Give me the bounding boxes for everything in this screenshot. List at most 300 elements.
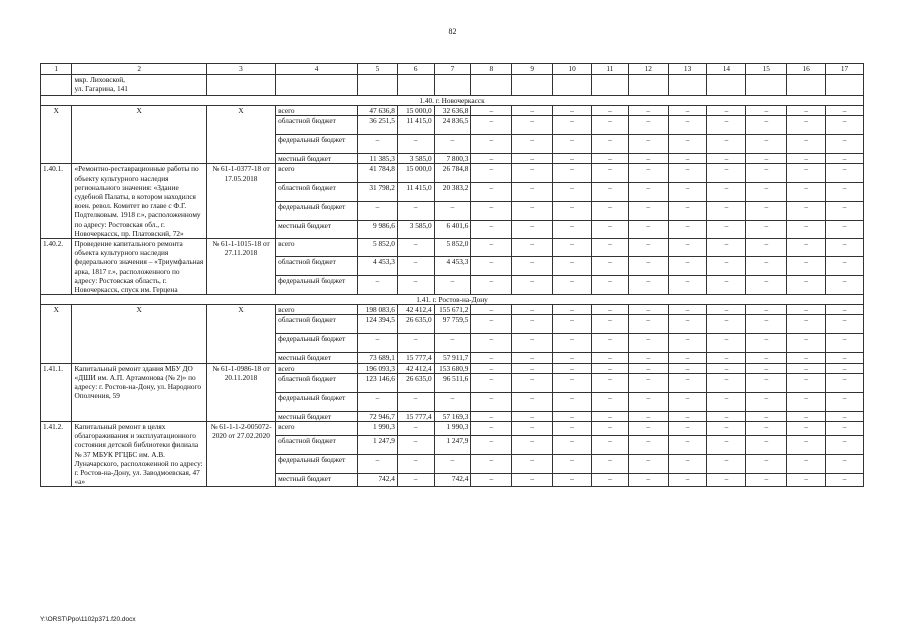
empty-value-cell: – (826, 315, 864, 334)
federal-value-cell: – (397, 392, 434, 411)
local-value-cell: 6 401,6 (434, 220, 471, 238)
empty-value-cell: – (553, 116, 592, 135)
budget-label-cell: местный бюджет (276, 473, 358, 487)
column-header: 11 (592, 64, 629, 75)
item-row (41, 363, 864, 373)
empty-value-cell: – (668, 473, 707, 487)
empty-value-cell: – (471, 257, 512, 276)
empty-value-cell: – (746, 257, 787, 276)
empty-value-cell: – (826, 135, 864, 154)
empty-value-cell: – (512, 334, 553, 353)
regional-value-cell: 1 247,9 (434, 435, 471, 454)
local-value-cell: – (397, 473, 434, 487)
local-value-cell: 57 169,3 (434, 411, 471, 421)
empty-value-cell: – (553, 454, 592, 473)
federal-value-cell: – (397, 454, 434, 473)
empty-value-cell: – (826, 473, 864, 487)
federal-value-cell: – (358, 334, 398, 353)
header-row (41, 64, 864, 75)
item-row (41, 239, 864, 257)
empty-value-cell: – (707, 353, 746, 363)
column-header: 1 (41, 64, 72, 75)
column-header: 6 (397, 64, 434, 75)
regional-value-cell: 24 836,5 (434, 116, 471, 135)
empty-cell (434, 75, 471, 96)
empty-value-cell: – (746, 422, 787, 436)
empty-value-cell: – (512, 239, 553, 257)
empty-value-cell: – (787, 363, 826, 373)
total-value-cell: 47 636,8 (358, 106, 398, 116)
empty-value-cell: – (553, 201, 592, 220)
empty-cell (358, 75, 398, 96)
federal-value-cell: – (397, 201, 434, 220)
budget-label-cell: областной бюджет (276, 435, 358, 454)
column-header: 5 (358, 64, 398, 75)
item-number: 1.40.1. (41, 164, 72, 239)
empty-value-cell: – (668, 392, 707, 411)
empty-value-cell: – (592, 116, 629, 135)
empty-value-cell: – (826, 373, 864, 392)
empty-value-cell: – (628, 435, 668, 454)
empty-value-cell: – (592, 411, 629, 421)
total-value-cell: 198 083,6 (358, 305, 398, 315)
empty-value-cell: – (592, 182, 629, 201)
empty-value-cell: – (668, 182, 707, 201)
empty-value-cell: – (592, 276, 629, 295)
x-mark-cell: Х (206, 305, 275, 363)
empty-cell (628, 75, 668, 96)
federal-value-cell: – (434, 276, 471, 295)
empty-value-cell: – (592, 373, 629, 392)
empty-value-cell: – (628, 276, 668, 295)
federal-value-cell: – (397, 334, 434, 353)
empty-value-cell: – (707, 454, 746, 473)
empty-value-cell: – (668, 276, 707, 295)
regional-value-cell: 124 394,5 (358, 315, 398, 334)
column-header: 7 (434, 64, 471, 75)
empty-value-cell: – (512, 135, 553, 154)
empty-value-cell: – (471, 154, 512, 164)
empty-value-cell: – (668, 353, 707, 363)
x-mark-cell: Х (72, 106, 206, 164)
budget-label-cell: всего (276, 305, 358, 315)
empty-value-cell: – (746, 353, 787, 363)
local-value-cell: 72 946,7 (358, 411, 398, 421)
empty-value-cell: – (668, 239, 707, 257)
column-header: 12 (628, 64, 668, 75)
empty-value-cell: – (787, 182, 826, 201)
empty-value-cell: – (553, 334, 592, 353)
empty-value-cell: – (628, 182, 668, 201)
local-value-cell: 57 911,7 (434, 353, 471, 363)
empty-value-cell: – (668, 422, 707, 436)
empty-value-cell: – (628, 116, 668, 135)
empty-value-cell: – (787, 220, 826, 238)
empty-cell (471, 75, 512, 96)
empty-value-cell: – (553, 154, 592, 164)
empty-value-cell: – (628, 334, 668, 353)
item-row (41, 422, 864, 436)
empty-value-cell: – (553, 422, 592, 436)
empty-value-cell: – (707, 154, 746, 164)
empty-value-cell: – (787, 239, 826, 257)
item-number: 1.41.1. (41, 363, 72, 421)
regional-value-cell: – (397, 435, 434, 454)
x-mark-cell: Х (206, 106, 275, 164)
empty-value-cell: – (787, 334, 826, 353)
item-name: Капитальный ремонт в целях облагораживания и эксплуатационного состояния детской библиотеки филиала № 37 МБУК РГЦБС им. А.В. Луначарского, расположенной по адресу: г. Ростов-на-Дону, ул. Заводмоевская, 47 «а» (72, 422, 206, 487)
empty-cell (397, 75, 434, 96)
empty-value-cell: – (592, 220, 629, 238)
regional-value-cell: 36 251,5 (358, 116, 398, 135)
budget-table (40, 63, 864, 487)
empty-value-cell: – (592, 135, 629, 154)
empty-value-cell: – (787, 276, 826, 295)
empty-value-cell: – (628, 257, 668, 276)
empty-value-cell: – (746, 154, 787, 164)
regional-value-cell: 4 453,3 (434, 257, 471, 276)
empty-value-cell: – (787, 454, 826, 473)
column-header: 8 (471, 64, 512, 75)
budget-label-cell: местный бюджет (276, 353, 358, 363)
budget-label-cell: областной бюджет (276, 373, 358, 392)
item-document: № 61-1-0986-18 от 20.11.2018 (206, 363, 275, 421)
column-header: 17 (826, 64, 864, 75)
x-mark-cell: Х (72, 305, 206, 363)
empty-cell (206, 75, 275, 96)
local-value-cell: 3 585,0 (397, 220, 434, 238)
empty-value-cell: – (707, 363, 746, 373)
empty-value-cell: – (512, 435, 553, 454)
empty-value-cell: – (471, 411, 512, 421)
empty-value-cell: – (746, 411, 787, 421)
empty-value-cell: – (512, 257, 553, 276)
federal-value-cell: – (434, 454, 471, 473)
empty-value-cell: – (553, 353, 592, 363)
item-name: «Ремонтно-реставрационные работы по объекту культурного наследия регионального значения: «Здание судебной Палаты, в котором находился воен. револ. Комитет во главе с Ф.Г. Подтелковым. 1918 г.», расположенному по адресу: Ростовская обл., г. Новочеркасск, пр. Платовский, 72» (72, 164, 206, 239)
empty-value-cell: – (628, 239, 668, 257)
empty-value-cell: – (553, 473, 592, 487)
summary-row (41, 305, 864, 315)
empty-value-cell: – (787, 473, 826, 487)
empty-cell (746, 75, 787, 96)
empty-value-cell: – (826, 454, 864, 473)
empty-value-cell: – (746, 435, 787, 454)
item-document: № 61-1-1015-18 от 27.11.2018 (206, 239, 275, 295)
empty-cell (707, 75, 746, 96)
empty-value-cell: – (592, 454, 629, 473)
empty-value-cell: – (668, 154, 707, 164)
empty-value-cell: – (787, 116, 826, 135)
empty-value-cell: – (553, 305, 592, 315)
carryover-number-cell (41, 75, 72, 96)
empty-value-cell: – (592, 334, 629, 353)
empty-value-cell: – (471, 135, 512, 154)
empty-cell (512, 75, 553, 96)
total-value-cell: 41 784,8 (358, 164, 398, 182)
empty-value-cell: – (826, 334, 864, 353)
empty-value-cell: – (592, 392, 629, 411)
empty-value-cell: – (592, 106, 629, 116)
empty-value-cell: – (512, 454, 553, 473)
empty-value-cell: – (746, 164, 787, 182)
empty-value-cell: – (628, 473, 668, 487)
item-number: 1.41.2. (41, 422, 72, 487)
empty-value-cell: – (826, 392, 864, 411)
empty-value-cell: – (826, 411, 864, 421)
empty-value-cell: – (628, 106, 668, 116)
total-value-cell: 1 990,3 (434, 422, 471, 436)
total-value-cell: 196 093,3 (358, 363, 398, 373)
empty-value-cell: – (668, 220, 707, 238)
empty-value-cell: – (592, 422, 629, 436)
empty-value-cell: – (707, 182, 746, 201)
budget-label-cell: областной бюджет (276, 182, 358, 201)
column-header: 14 (707, 64, 746, 75)
empty-value-cell: – (512, 473, 553, 487)
local-value-cell: 15 777,4 (397, 353, 434, 363)
empty-value-cell: – (628, 353, 668, 363)
empty-value-cell: – (512, 392, 553, 411)
item-row (41, 164, 864, 182)
empty-value-cell: – (787, 305, 826, 315)
empty-value-cell: – (707, 435, 746, 454)
empty-value-cell: – (553, 435, 592, 454)
regional-value-cell: 26 635,0 (397, 373, 434, 392)
empty-value-cell: – (592, 164, 629, 182)
empty-value-cell: – (668, 201, 707, 220)
empty-value-cell: – (512, 422, 553, 436)
budget-label-cell: федеральный бюджет (276, 201, 358, 220)
budget-label-cell: федеральный бюджет (276, 135, 358, 154)
empty-value-cell: – (592, 239, 629, 257)
regional-value-cell: 97 759,5 (434, 315, 471, 334)
empty-value-cell: – (471, 334, 512, 353)
empty-value-cell: – (826, 154, 864, 164)
empty-value-cell: – (628, 315, 668, 334)
column-header: 3 (206, 64, 275, 75)
regional-value-cell: 96 511,6 (434, 373, 471, 392)
empty-cell (276, 75, 358, 96)
empty-value-cell: – (553, 363, 592, 373)
empty-value-cell: – (707, 106, 746, 116)
empty-value-cell: – (553, 239, 592, 257)
local-value-cell: 15 777,4 (397, 411, 434, 421)
empty-value-cell: – (471, 164, 512, 182)
federal-value-cell: – (358, 454, 398, 473)
empty-value-cell: – (787, 106, 826, 116)
item-document: № 61-1-1-2-005072-2020 от 27.02.2020 (206, 422, 275, 487)
section-title: 1.41. г. Ростов-на-Дону (41, 295, 864, 305)
empty-value-cell: – (471, 454, 512, 473)
empty-value-cell: – (746, 276, 787, 295)
column-header: 2 (72, 64, 206, 75)
empty-value-cell: – (787, 392, 826, 411)
empty-value-cell: – (826, 257, 864, 276)
empty-cell (553, 75, 592, 96)
empty-value-cell: – (471, 435, 512, 454)
column-header: 16 (787, 64, 826, 75)
regional-value-cell: 4 453,3 (358, 257, 398, 276)
empty-value-cell: – (592, 201, 629, 220)
empty-value-cell: – (628, 454, 668, 473)
empty-value-cell: – (746, 363, 787, 373)
empty-value-cell: – (471, 201, 512, 220)
empty-value-cell: – (471, 276, 512, 295)
empty-value-cell: – (512, 164, 553, 182)
regional-value-cell: 26 635,0 (397, 315, 434, 334)
total-value-cell: 155 671,2 (434, 305, 471, 315)
empty-value-cell: – (707, 305, 746, 315)
empty-value-cell: – (512, 116, 553, 135)
empty-value-cell: – (707, 116, 746, 135)
empty-value-cell: – (787, 422, 826, 436)
total-value-cell: 1 990,3 (358, 422, 398, 436)
empty-value-cell: – (553, 373, 592, 392)
budget-label-cell: областной бюджет (276, 116, 358, 135)
carryover-row (41, 75, 864, 96)
empty-value-cell: – (787, 135, 826, 154)
empty-value-cell: – (553, 411, 592, 421)
empty-value-cell: – (471, 373, 512, 392)
empty-value-cell: – (628, 422, 668, 436)
empty-value-cell: – (707, 239, 746, 257)
section-title-row (41, 295, 864, 305)
x-mark-cell: Х (41, 305, 72, 363)
empty-cell (826, 75, 864, 96)
page-number: 82 (448, 27, 457, 36)
empty-value-cell: – (826, 422, 864, 436)
empty-value-cell: – (512, 220, 553, 238)
empty-value-cell: – (471, 392, 512, 411)
regional-value-cell: 123 146,6 (358, 373, 398, 392)
empty-value-cell: – (668, 373, 707, 392)
empty-value-cell: – (787, 353, 826, 363)
empty-value-cell: – (553, 392, 592, 411)
empty-value-cell: – (592, 315, 629, 334)
empty-value-cell: – (707, 422, 746, 436)
federal-value-cell: – (358, 201, 398, 220)
empty-value-cell: – (746, 315, 787, 334)
total-value-cell: 42 412,4 (397, 363, 434, 373)
empty-value-cell: – (628, 305, 668, 315)
empty-value-cell: – (471, 116, 512, 135)
x-mark-cell: Х (41, 106, 72, 164)
total-value-cell: 26 784,8 (434, 164, 471, 182)
federal-value-cell: – (358, 135, 398, 154)
column-header: 10 (553, 64, 592, 75)
empty-value-cell: – (787, 201, 826, 220)
empty-value-cell: – (826, 106, 864, 116)
empty-value-cell: – (471, 353, 512, 363)
empty-value-cell: – (668, 305, 707, 315)
empty-value-cell: – (826, 353, 864, 363)
column-header: 9 (512, 64, 553, 75)
empty-value-cell: – (592, 473, 629, 487)
budget-label-cell: местный бюджет (276, 220, 358, 238)
total-value-cell: – (397, 239, 434, 257)
empty-value-cell: – (512, 201, 553, 220)
total-value-cell: 15 000,0 (397, 164, 434, 182)
budget-label-cell: областной бюджет (276, 257, 358, 276)
empty-value-cell: – (746, 220, 787, 238)
empty-value-cell: – (553, 135, 592, 154)
empty-value-cell: – (787, 411, 826, 421)
empty-value-cell: – (707, 334, 746, 353)
local-value-cell: 742,4 (358, 473, 398, 487)
section-title-row (41, 96, 864, 106)
empty-value-cell: – (628, 220, 668, 238)
empty-value-cell: – (707, 164, 746, 182)
empty-value-cell: – (826, 201, 864, 220)
budget-label-cell: всего (276, 363, 358, 373)
local-value-cell: 7 800,3 (434, 154, 471, 164)
empty-value-cell: – (746, 373, 787, 392)
empty-value-cell: – (826, 239, 864, 257)
regional-value-cell: 11 415,0 (397, 182, 434, 201)
empty-value-cell: – (826, 182, 864, 201)
empty-value-cell: – (668, 411, 707, 421)
summary-row (41, 106, 864, 116)
empty-value-cell: – (787, 435, 826, 454)
regional-value-cell: 11 415,0 (397, 116, 434, 135)
empty-value-cell: – (628, 373, 668, 392)
budget-label-cell: федеральный бюджет (276, 392, 358, 411)
empty-value-cell: – (512, 106, 553, 116)
section-title: 1.40. г. Новочеркасск (41, 96, 864, 106)
empty-value-cell: – (512, 353, 553, 363)
empty-value-cell: – (746, 473, 787, 487)
empty-value-cell: – (592, 435, 629, 454)
budget-label-cell: федеральный бюджет (276, 276, 358, 295)
budget-label-cell: местный бюджет (276, 154, 358, 164)
total-value-cell: 15 000,0 (397, 106, 434, 116)
item-document: № 61-1-0377-18 от 17.05.2018 (206, 164, 275, 239)
empty-value-cell: – (553, 257, 592, 276)
empty-value-cell: – (746, 116, 787, 135)
total-value-cell: 5 852,0 (434, 239, 471, 257)
empty-value-cell: – (512, 182, 553, 201)
federal-value-cell: – (358, 392, 398, 411)
local-value-cell: 11 385,3 (358, 154, 398, 164)
empty-value-cell: – (592, 363, 629, 373)
empty-value-cell: – (826, 220, 864, 238)
empty-value-cell: – (512, 373, 553, 392)
empty-value-cell: – (787, 257, 826, 276)
empty-value-cell: – (826, 116, 864, 135)
empty-value-cell: – (668, 116, 707, 135)
regional-value-cell: 1 247,9 (358, 435, 398, 454)
empty-value-cell: – (512, 315, 553, 334)
local-value-cell: 73 689,1 (358, 353, 398, 363)
empty-value-cell: – (787, 315, 826, 334)
budget-label-cell: областной бюджет (276, 315, 358, 334)
empty-cell (787, 75, 826, 96)
empty-value-cell: – (628, 392, 668, 411)
empty-value-cell: – (746, 305, 787, 315)
regional-value-cell: – (397, 257, 434, 276)
empty-value-cell: – (628, 164, 668, 182)
total-value-cell: 42 412,4 (397, 305, 434, 315)
budget-label-cell: федеральный бюджет (276, 334, 358, 353)
regional-value-cell: 20 383,2 (434, 182, 471, 201)
budget-label-cell: всего (276, 422, 358, 436)
local-value-cell: 3 585,0 (397, 154, 434, 164)
empty-value-cell: – (553, 182, 592, 201)
budget-label-cell: всего (276, 239, 358, 257)
federal-value-cell: – (434, 334, 471, 353)
empty-value-cell: – (512, 305, 553, 315)
